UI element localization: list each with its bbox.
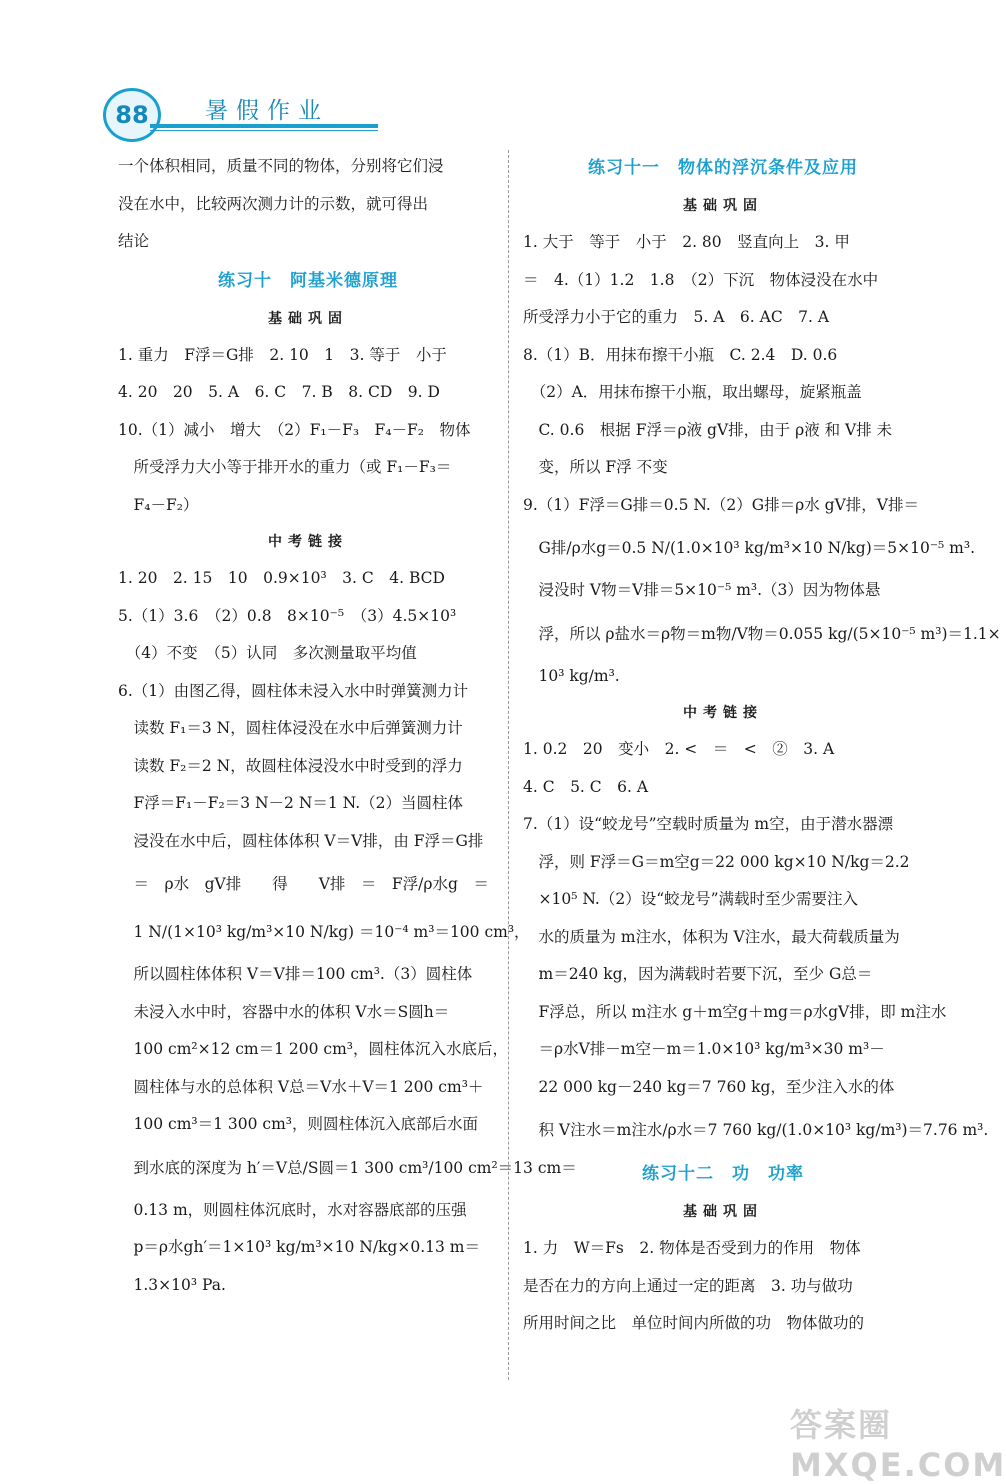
section-title: 练习十一 物体的浮沉条件及应用 bbox=[588, 158, 858, 178]
text-line: 1. 力 W＝Fs 2. 物体是否受到力的作用 物体 bbox=[523, 1239, 861, 1257]
text-line: 10³ kg/m³. bbox=[523, 666, 620, 685]
page-header bbox=[95, 80, 385, 140]
text-line: ＝ ρ水 gV排 得 V排 ＝ F浮/ρ水g ＝ bbox=[118, 875, 489, 893]
text-line: m＝240 kg，因为满载时若要下沉，至少 G总＝ bbox=[523, 965, 873, 983]
text-line: G排/ρ水g＝0.5 N/(1.0×10³ kg/m³×10 N/kg)＝5×10⁻⁵ m³. bbox=[523, 539, 976, 557]
text-line: 所受浮力大小等于排开水的重力（或 F₁－F₃＝ bbox=[118, 458, 452, 476]
text-line: 所受浮力小于它的重力 5. A 6. AC 7. A bbox=[523, 308, 830, 326]
section-title: 练习十二 功 功率 bbox=[642, 1164, 804, 1184]
text-line: 圆柱体与水的总体积 V总＝V水＋V＝1 200 cm³＋ bbox=[118, 1077, 484, 1096]
header-rule-thin bbox=[150, 130, 378, 131]
text-line: 8.（1）B．用抹布擦干小瓶 C. 2.4 D. 0.6 bbox=[523, 345, 838, 364]
left-column bbox=[118, 148, 577, 1304]
text-line: 7.（1）设“蛟龙号”空载时质量为 m空，由于潜水器漂 bbox=[523, 815, 894, 833]
text-line: （2）A．用抹布擦干小瓶，取出螺母，旋紧瓶盖 bbox=[523, 383, 862, 401]
subsection-title: 基础巩固 bbox=[683, 198, 763, 214]
text-line: 4. 20 20 5. A 6. C 7. B 8. CD 9. D bbox=[118, 383, 440, 401]
text-line: 浮，所以 ρ盐水＝ρ物＝m物/V物＝0.055 kg/(5×10⁻⁵ m³)＝1.1× bbox=[523, 624, 1001, 643]
text-line: 所用时间之比 单位时间内所做的功 物体做功的 bbox=[523, 1314, 865, 1332]
text-line: ×10⁵ N.（2）设“蛟龙号”满载时至少需要注入 bbox=[523, 890, 859, 908]
text-line: 读数 F₂＝2 N，故圆柱体浸没水中时受到的浮力 bbox=[118, 756, 463, 775]
text-line: 水的质量为 m注水，体积为 V注水，最大荷载质量为 bbox=[523, 927, 900, 946]
text-line: p＝ρ水gh′＝1×10³ kg/m³×10 N/kg×0.13 m＝ bbox=[118, 1238, 480, 1256]
text-line: F浮总，所以 m注水 g＋m空g＋mg＝ρ水gV排，即 m注水 bbox=[523, 1002, 947, 1021]
text-line: 6.（1）由图乙得，圆柱体未浸入水中时弹簧测力计 bbox=[118, 681, 469, 700]
subsection-title: 基础巩固 bbox=[268, 310, 348, 327]
right-column bbox=[523, 148, 1001, 1343]
text-line: 浸没在水中后，圆柱体体积 V＝V排，由 F浮＝G排 bbox=[118, 831, 484, 850]
text-line: 结论 bbox=[118, 232, 150, 250]
text-line: 是否在力的方向上通过一定的距离 3. 功与做功 bbox=[523, 1276, 853, 1295]
text-line: C. 0.6 根据 F浮＝ρ液 gV排，由于 ρ液 和 V排 未 bbox=[523, 420, 893, 439]
text-line: 读数 F₁＝3 N，圆柱体浸没在水中后弹簧测力计 bbox=[118, 719, 463, 737]
watermark: 答案圈 MXQE.COM bbox=[790, 1406, 1006, 1484]
text-line: 1. 20 2. 15 10 0.9×10³ 3. C 4. BCD bbox=[118, 569, 445, 587]
text-line: 所以圆柱体体积 V＝V排＝100 cm³.（3）圆柱体 bbox=[118, 965, 473, 983]
text-line: 100 cm²×12 cm＝1 200 cm³，圆柱体沉入水底后， bbox=[118, 1040, 509, 1058]
header-rule bbox=[150, 124, 378, 128]
text-line: 9.（1）F浮＝G排＝0.5 N.（2）G排＝ρ水 gV排，V排＝ bbox=[523, 495, 919, 514]
subsection-title: 中考链接 bbox=[683, 705, 763, 721]
text-line: 浸没时 V物＝V排＝5×10⁻⁵ m³.（3）因为物体悬 bbox=[523, 581, 881, 599]
text-line: ＝ρ水V排－m空－m＝1.0×10³ kg/m³×30 m³－ bbox=[523, 1040, 885, 1058]
text-line: 22 000 kg－240 kg＝7 760 kg，至少注入水的体 bbox=[523, 1077, 895, 1096]
section-title: 练习十 阿基米德原理 bbox=[218, 270, 398, 291]
text-line: 4. C 5. C 6. A bbox=[523, 777, 649, 796]
subsection-title: 中考链接 bbox=[268, 534, 348, 550]
text-line: 1. 0.2 20 变小 2. < ＝ < ② 3. A bbox=[523, 740, 835, 758]
text-line: 5.（1）3.6 （2）0.8 8×10⁻⁵ （3）4.5×10³ bbox=[118, 606, 457, 625]
text-line: （4）不变 （5）认同 多次测量取平均值 bbox=[118, 644, 417, 662]
text-line: 一个体积相同，质量不同的物体，分别将它们浸 bbox=[118, 157, 444, 175]
page-number: 88 bbox=[103, 88, 161, 142]
text-line: 变，所以 F浮 不变 bbox=[523, 458, 668, 476]
text-line: 1 N/(1×10³ kg/m³×10 N/kg) ＝10⁻⁴ m³＝100 cm³， bbox=[118, 923, 530, 941]
text-line: 1. 重力 F浮＝G排 2. 10 1 3. 等于 小于 bbox=[118, 345, 447, 364]
text-line: 未浸入水中时，容器中水的体积 V水＝S圆h＝ bbox=[118, 1002, 450, 1021]
text-line: 没在水中，比较两次测力计的示数，就可得出 bbox=[118, 194, 429, 213]
text-line: 到水底的深度为 h′＝V总/S圆＝1 300 cm³/100 cm²＝13 cm＝ bbox=[118, 1158, 577, 1177]
column-divider bbox=[508, 150, 509, 1380]
text-line: 10.（1）减小 增大 （2）F₁－F₃ F₄－F₂ 物体 bbox=[118, 420, 471, 439]
subsection-title: 基础巩固 bbox=[683, 1204, 763, 1220]
running-title: 暑假作业 bbox=[205, 98, 329, 124]
text-line: ＝ 4.（1）1.2 1.8 （2）下沉 物体浸没在水中 bbox=[523, 270, 879, 289]
text-line: 积 V注水＝m注水/ρ水＝7 760 kg/(1.0×10³ kg/m³)＝7.76 m³. bbox=[523, 1121, 989, 1139]
text-line: 100 cm³＝1 300 cm³，则圆柱体沉入底部后水面 bbox=[118, 1115, 478, 1133]
text-line: 0.13 m，则圆柱体沉底时，水对容器底部的压强 bbox=[118, 1200, 467, 1219]
text-line: 1. 大于 等于 小于 2. 80 竖直向上 3. 甲 bbox=[523, 233, 850, 251]
text-line: 1.3×10³ Pa. bbox=[118, 1275, 226, 1294]
text-line: F浮＝F₁－F₂＝3 N－2 N＝1 N.（2）当圆柱体 bbox=[118, 794, 464, 812]
text-line: F₄－F₂） bbox=[118, 495, 199, 514]
text-line: 浮，则 F浮＝G＝m空g＝22 000 kg×10 N/kg＝2.2 bbox=[523, 852, 910, 871]
